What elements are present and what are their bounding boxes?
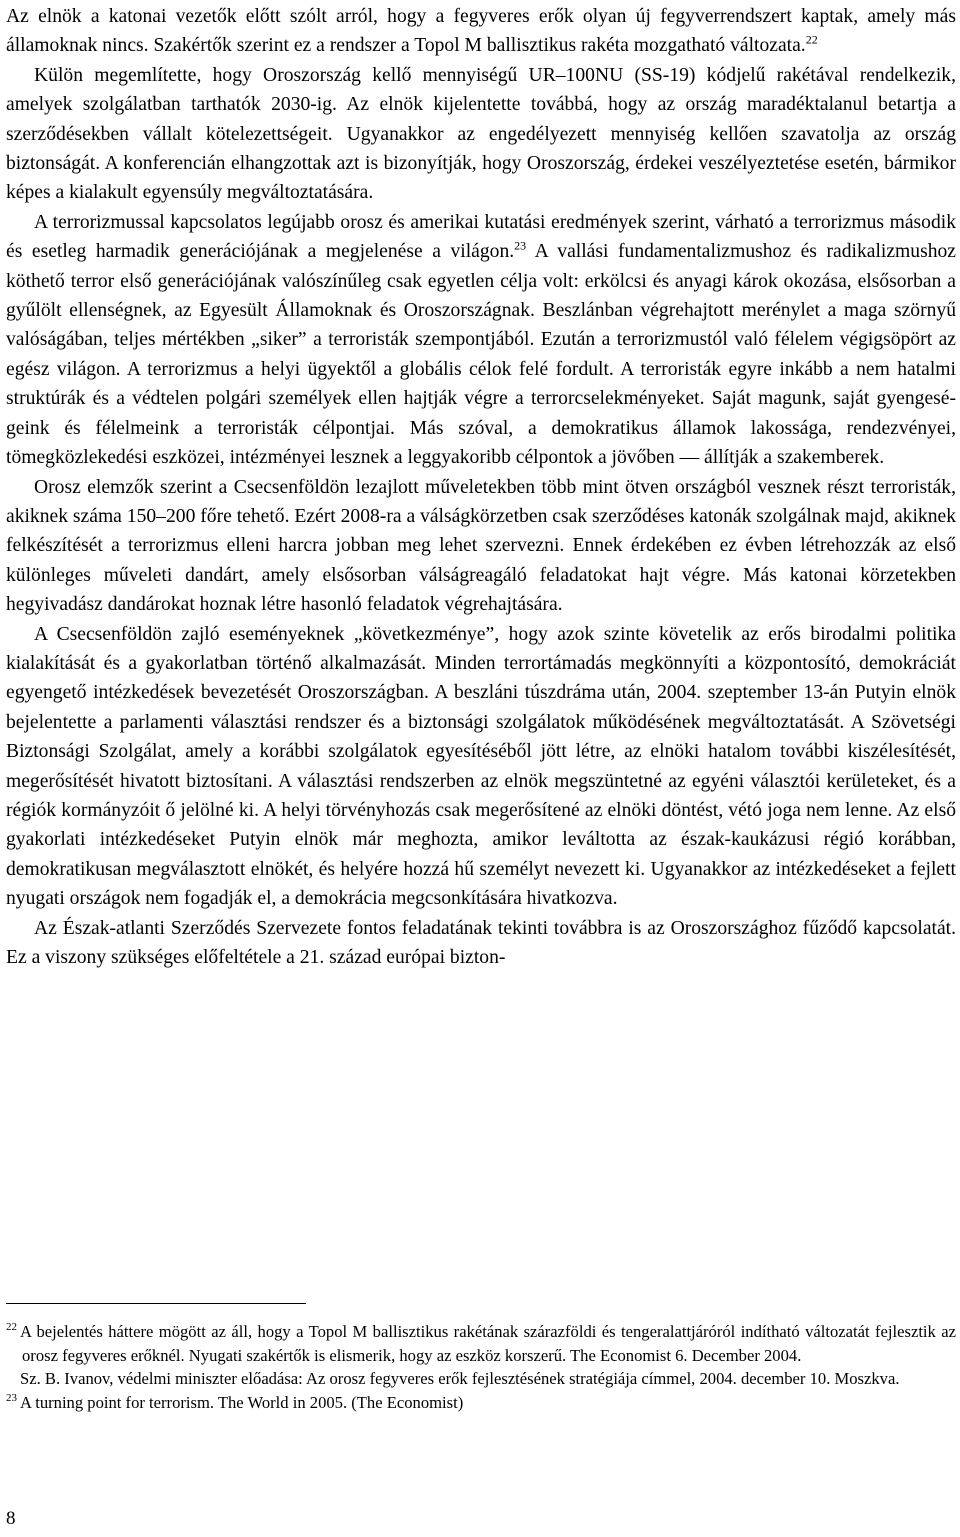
paragraph-2-text: Külön megemlítette, hogy Oroszország kellő mennyiségű UR–100NU (SS-19) kódjelű rakétával rendelkezik, amelyek szolgálatban tarthatók 2030-ig. Az elnök kijelentette továbbá, hogy az ország maradéktalanul betartja a szerződésekben vállalt kötelezettségeit. Ugyanakkor az engedélyezett mennyiség kellően szavatolja az ország biztonságát. A konferencián elhangzottak azt is bizonyítják, hogy Oroszország, érdekei veszélyeztetése esetén, bármikor képes a kialakult egyensúly megváltoztatására. — [6, 64, 956, 204]
page-body — [6, 0, 956, 972]
paragraph-5 — [6, 620, 956, 914]
page-number: 8 — [6, 1508, 16, 1529]
footnote-ref-23[interactable]: 23 — [514, 238, 527, 253]
paragraph-6-text: Az Észak-atlanti Szerződés Szervezete fontos feladatának tekinti továbbra is az Oroszországhoz fűződő kapcsolatát. Ez a viszony szükséges előfeltétele a 21. század európai bizton- — [6, 917, 956, 968]
footnote-separator — [6, 1303, 306, 1304]
footnotes — [6, 1320, 956, 1414]
paragraph-4 — [6, 473, 956, 620]
footnote-22-continued — [6, 1367, 956, 1391]
paragraph-5-text: A Csecsenföldön zajló eseményeknek „következménye”, hogy azok szinte követelik az erős birodalmi politika kialakítását és a gyakorlatban történő alkalmazását. Minden terrortámadás megkönnyíti a központosító, demokráciát egyengető intézkedések bevezetését Oroszországban. A beszláni túszdráma után, 2004. szeptember 13-án Putyin elnök bejelentette a parlamenti választási rendszer és a biztonsági szolgálatok működésének megváltoztatását. A Szövetségi Biztonsági Szolgálat, amely a korábbi szolgálatok egyesítéséből jött létre, az elnöki hatalom további kiszélesítését, megerősítését hivatott biztosítani. A választási rendszerben az elnök megszüntetné az egyéni választói kerületeket, és a régiók kormányzóit ő jelölné ki. A helyi törvényhozás csak megerősítené az elnöki döntést, vétó joga nem lenne. Az első gyakorlati intézkedéseket Putyin elnök már meghozta, amikor leváltotta az észak-kaukázusi régió korábban, demokratikusan megválasztott elnökét, és helyére hozzá hű személyt nevezett ki. Ugyanakkor az intézkedéseket a fejlett nyugati országok nem fogadják el, a demokrácia megcsonkítására hivatkozva. — [6, 623, 956, 910]
footnote-ref-22[interactable]: 22 — [805, 32, 818, 47]
paragraph-6 — [6, 914, 956, 973]
footnote-22: 22 A bejelentés háttere mögött az áll, hogy a Topol M ballisztikus rakétának szárazföldi és tengeralattjáróról indítható változatát fejlesztik az orosz fegyveres erőknél. Nyugati szakértők is elismerik, hogy az eszköz korszerű. The Economist 6. December 2004. — [6, 1321, 956, 1365]
footnote-22-text: A bejelentés háttere mögött az áll, hogy a Topol M ballisztikus rakétának szárazföldi és tengeralattjáróról indítható változatát fejlesztik az orosz fegyveres erőknél. Nyugati szakértők is elismerik, hogy az eszköz korszerű. The Economist 6. December 2004. — [20, 1322, 956, 1365]
footnote-23-text: A turning point for terrorism. The World in 2005. (The Economist) — [20, 1392, 464, 1412]
paragraph-4-text: Orosz elemzők szerint a Csecsenföldön lezajlott műveletekben több mint ötven országból vesznek részt terroristák, akiknek száma 150–200 főre tehető. Ezért 2008-ra a válságkörzetben csak szerződéses katonák szolgálnak majd, akiknek felkészítését a terrorizmus elleni harcra jobban meg lehet szervezni. Ennek érdekében ez évben létrehozzák az első különleges műveleti dandárt, amely elsősorban válságreagáló feladatokat hajt végre. Más katonai körzetekben hegyivadász dandárokat hoznak létre hasonló feladatok végrehajtására. — [6, 476, 956, 616]
footnote-22-continued-text: Sz. B. Ivanov, védelmi miniszter előadása: Az orosz fegyveres erők fejlesztésének stratégiája címmel, 2004. december 10. Moszkva. — [20, 1369, 900, 1388]
footnote-23: 23 A turning point for terrorism. The World in 2005. (The Economist) — [6, 1391, 464, 1412]
body-text — [6, 2, 956, 972]
paragraph-3-text-b: A vallási fundamentalizmushoz és radikalizmushoz köthető terror első generációjának valószínűleg csak egyetlen célja volt: erkölcsi és anyagi károk okozása, elsősorban a gyűlölt ellenségnek, az Egyesült Államoknak és Oroszországnak. Beszlánban végrehajtott merénylet a maga szörnyű valóságában, teljes mértékben „siker” a terroristák szempontjából. Ezután a terrorizmustól való félelem végigsöpört az egész világon. A terrorizmus a helyi ügyektől a globális célok felé fordult. A terroristák egyre inkább a nem hatalmi struktúrák és a védtelen polgári személyek ellen hajtják végre a terrorcselekményeket. Saját magunk, saját gyengeségeink és félelmeink a terroristák célpontjai. Más szóval, a demokratikus államok lakossága, rendezvényei, tömegközlekedési eszközei, intézményei lesznek a leggyakoribb célpontok a jövőben — állítják a szakemberek. — [6, 241, 956, 469]
paragraph-1-text: Az elnök a katonai vezetők előtt szólt arról, hogy a fegyveres erők olyan új fegyverrendszert kaptak, amely más államoknak nincs. Szakértők szerint ez a rendszer a Topol M ballisztikus rakéta mozgatható változata. — [6, 6, 956, 57]
paragraph-2 — [6, 61, 956, 208]
paragraph-3-text-a: A terrorizmussal kapcsolatos legújabb orosz és amerikai kutatási eredmények szerint, várható a terrorizmus második és esetleg harmadik generációjának a megjelenése a világon. — [6, 211, 956, 263]
paragraph-1 — [6, 2, 956, 61]
paragraph-3 — [6, 208, 956, 473]
